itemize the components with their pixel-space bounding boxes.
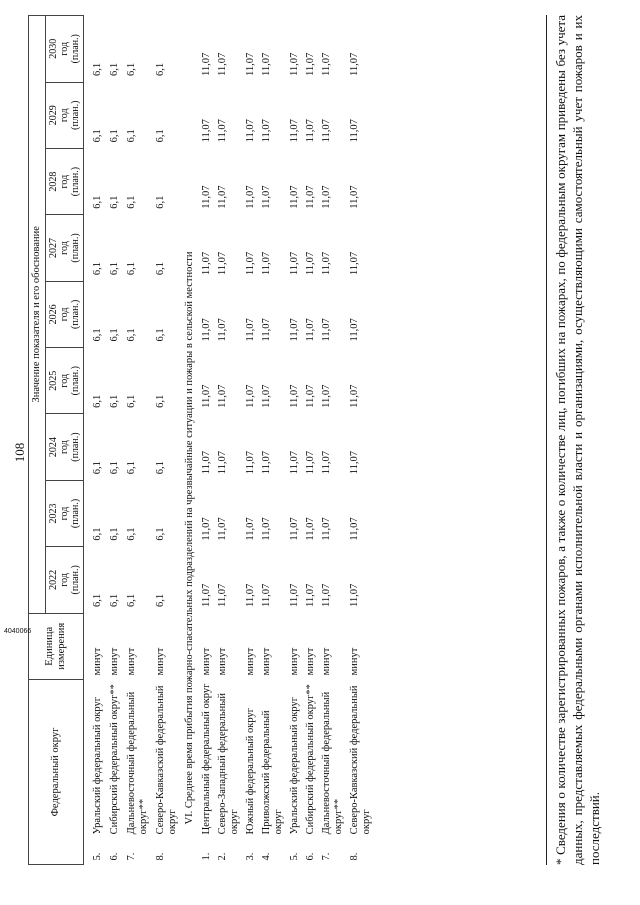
- value-cell: 11,07: [200, 119, 212, 143]
- district-name: Северо-Западный федеральный округ: [216, 693, 240, 835]
- value-cell: 11,07: [200, 52, 212, 77]
- header-year-part: год: [59, 440, 71, 454]
- value-cell: 11,07: [260, 52, 272, 77]
- section-title: VI. Среднее время прибытия пожарно-спасательных подразделений на чрезвычайные ситуации и пожары в сельской местности: [184, 251, 196, 825]
- header-year-2023: [46, 480, 84, 546]
- value-cell: 6,1: [126, 328, 138, 342]
- value-cell: 11,07: [321, 517, 332, 541]
- value-cell: 6,1: [155, 62, 167, 77]
- value-cell: 11,07: [244, 517, 256, 541]
- row-number: 2.: [216, 852, 228, 861]
- value-cell: 6,1: [126, 527, 138, 541]
- value-cell: 6,1: [92, 62, 104, 77]
- value-cell: 6,1: [155, 129, 167, 143]
- header-year-2030: [46, 16, 84, 83]
- value-cell: 11,07: [244, 451, 256, 475]
- header-year-part: (план.): [70, 366, 82, 396]
- value-cell: 11,07: [321, 583, 332, 608]
- value-cell: 11,07: [288, 251, 300, 276]
- value-cell: 6,1: [126, 394, 138, 408]
- value-cell: 6,1: [155, 461, 167, 475]
- header-year-part: 2022: [48, 569, 60, 590]
- header-year-2029: [46, 82, 84, 148]
- unit-cell: минут: [244, 647, 256, 676]
- header-year-part: (план.): [70, 233, 82, 263]
- district-name: Сибирский федеральный округ**: [109, 684, 121, 835]
- unit-cell: минут: [260, 647, 272, 676]
- table-header: [29, 16, 84, 865]
- header-year-2024: [46, 414, 84, 480]
- table-row: [123, 16, 152, 865]
- value-cell: 11,07: [200, 185, 212, 209]
- header-year-part: 2024: [48, 437, 60, 458]
- value-cell: 11,07: [244, 384, 256, 408]
- header-year-2022: [46, 547, 84, 613]
- header-district: Федеральный округ: [29, 679, 84, 864]
- value-cell: 11,07: [304, 517, 316, 541]
- value-cell: 11,07: [304, 251, 316, 276]
- table-body: [84, 16, 376, 865]
- table-row: [259, 16, 287, 865]
- value-cell: 6,1: [155, 527, 167, 541]
- header-year-part: (план.): [70, 565, 82, 595]
- table-row: [347, 16, 375, 865]
- value-cell: 6,1: [109, 527, 121, 541]
- value-cell: 11,07: [216, 251, 228, 276]
- value-cell: 11,07: [260, 583, 272, 608]
- row-number: 4.: [260, 852, 272, 861]
- table-row: [106, 16, 123, 865]
- row-number: 7.: [321, 852, 332, 861]
- value-cell: 11,07: [216, 583, 228, 608]
- value-cell: 11,07: [349, 52, 361, 77]
- header-year-2027: [46, 215, 84, 281]
- value-cell: 11,07: [216, 119, 228, 143]
- header-year-part: (план.): [70, 432, 82, 462]
- value-cell: 6,1: [155, 394, 167, 408]
- row-number: 6.: [304, 852, 316, 861]
- value-cell: 11,07: [244, 318, 256, 342]
- table-row: [319, 16, 347, 865]
- value-cell: 11,07: [244, 52, 256, 77]
- value-cell: 11,07: [244, 251, 256, 276]
- value-cell: 6,1: [109, 394, 121, 408]
- value-cell: 6,1: [109, 328, 121, 342]
- unit-cell: минут: [155, 647, 167, 676]
- value-cell: 11,07: [288, 119, 300, 143]
- row-number: 6.: [109, 852, 121, 861]
- value-cell: 11,07: [216, 517, 228, 541]
- value-cell: 11,07: [216, 185, 228, 209]
- value-cell: 11,07: [304, 451, 316, 475]
- value-cell: 11,07: [349, 583, 361, 608]
- table-row: [303, 16, 319, 865]
- value-cell: 11,07: [304, 185, 316, 209]
- value-cell: 11,07: [288, 185, 300, 209]
- value-cell: 11,07: [288, 517, 300, 541]
- value-cell: 11,07: [349, 318, 361, 342]
- header-year-part: год: [59, 573, 71, 587]
- value-cell: 11,07: [304, 52, 316, 77]
- header-year-part: год: [59, 241, 71, 255]
- value-cell: 11,07: [260, 451, 272, 475]
- value-cell: 11,07: [321, 119, 332, 143]
- district-name: Северо-Кавказский федеральный округ: [349, 685, 373, 835]
- table-row: [287, 16, 303, 865]
- district-name: Дальневосточный федеральный округ**: [126, 691, 150, 835]
- value-cell: 11,07: [304, 384, 316, 408]
- value-cell: 11,07: [288, 52, 300, 77]
- unit-cell: минут: [304, 647, 316, 676]
- footnote: * Сведения о количестве зарегистрированных пожаров, а также о количестве лиц, погибших на пожарах, по федеральным округам приведены без учета данных, представляемых федеральными органами исполнительной власти и организациями, осуществляющими самостоятельный учет пожаров и их последствий.: [546, 15, 604, 865]
- value-cell: 6,1: [155, 328, 167, 342]
- value-cell: 11,07: [304, 318, 316, 342]
- district-name: Южный федеральный округ: [244, 707, 256, 835]
- header-year-part: 2030: [48, 38, 60, 59]
- value-cell: 6,1: [92, 129, 104, 143]
- value-cell: 11,07: [304, 583, 316, 608]
- header-year-part: (план.): [70, 166, 82, 197]
- header-year-part: год: [59, 373, 71, 388]
- value-cell: 6,1: [155, 593, 167, 608]
- value-cell: 11,07: [200, 451, 212, 475]
- value-cell: 6,1: [155, 195, 167, 209]
- header-year-2028: [46, 148, 84, 214]
- value-cell: 11,07: [349, 119, 361, 143]
- header-year-2026: [46, 281, 84, 347]
- header-year-part: год: [59, 506, 71, 521]
- value-cell: 6,1: [126, 195, 138, 209]
- header-year-2025: [46, 348, 84, 414]
- district-name: Приволжский федеральный округ: [260, 710, 284, 835]
- value-cell: 6,1: [109, 195, 121, 209]
- value-cell: 6,1: [92, 394, 104, 408]
- value-cell: 11,07: [321, 185, 332, 209]
- value-cell: 11,07: [288, 451, 300, 475]
- value-cell: 6,1: [109, 593, 121, 608]
- value-cell: 6,1: [155, 262, 167, 276]
- unit-cell: минут: [200, 647, 212, 676]
- value-cell: 6,1: [109, 262, 121, 276]
- value-cell: 6,1: [126, 593, 138, 608]
- value-cell: 11,07: [304, 119, 316, 143]
- header-year-part: 2026: [48, 304, 60, 325]
- unit-cell: минут: [126, 647, 138, 676]
- value-cell: 6,1: [126, 262, 138, 276]
- page-number: 108: [12, 442, 27, 463]
- unit-cell: минут: [92, 647, 104, 676]
- header-year-part: год: [59, 307, 71, 322]
- value-cell: 11,07: [288, 583, 300, 608]
- district-name: Дальневосточный федеральный округ**: [321, 691, 345, 835]
- header-year-part: год: [59, 41, 71, 56]
- value-cell: 11,07: [321, 318, 332, 342]
- header-year-part: 2028: [48, 171, 60, 192]
- value-cell: 11,07: [349, 384, 361, 408]
- indicator-table: [28, 15, 375, 865]
- header-year-part: 2025: [48, 370, 60, 391]
- unit-cell: минут: [216, 647, 228, 676]
- value-cell: 6,1: [126, 461, 138, 475]
- value-cell: 11,07: [260, 251, 272, 276]
- value-cell: 6,1: [109, 62, 121, 77]
- value-cell: 6,1: [92, 461, 104, 475]
- value-cell: 6,1: [109, 129, 121, 143]
- value-cell: 11,07: [216, 52, 228, 77]
- header-year-part: год: [59, 174, 71, 189]
- district-name: Уральский федеральный округ: [92, 696, 104, 835]
- header-year-part: 2029: [48, 105, 60, 126]
- value-cell: 11,07: [216, 451, 228, 475]
- value-cell: 11,07: [321, 52, 332, 77]
- value-cell: 11,07: [260, 318, 272, 342]
- value-cell: 11,07: [260, 384, 272, 408]
- row-number: 8.: [349, 852, 361, 861]
- table-row: [243, 16, 259, 865]
- value-cell: 11,07: [216, 384, 228, 408]
- row-number: 5.: [288, 852, 300, 861]
- row-number: 8.: [155, 852, 167, 861]
- row-number: 3.: [244, 852, 256, 861]
- header-year-part: 2027: [48, 237, 60, 258]
- table-row: [152, 16, 181, 865]
- value-cell: 6,1: [92, 262, 104, 276]
- value-cell: 11,07: [321, 384, 332, 408]
- value-cell: 11,07: [349, 451, 361, 475]
- value-cell: 11,07: [349, 251, 361, 276]
- district-name: Центральный федеральный округ: [200, 683, 212, 835]
- value-cell: 6,1: [92, 195, 104, 209]
- value-cell: 6,1: [92, 593, 104, 608]
- header-year-part: (план.): [70, 299, 82, 330]
- value-cell: 6,1: [92, 527, 104, 541]
- district-name: Уральский федеральный округ: [288, 696, 300, 835]
- unit-cell: минут: [321, 647, 332, 676]
- value-cell: 11,07: [216, 318, 228, 342]
- header-year-part: год: [59, 108, 71, 123]
- value-cell: 11,07: [349, 517, 361, 541]
- header-year-part: (план.): [70, 498, 82, 529]
- table-row: [215, 16, 243, 865]
- value-cell: 11,07: [288, 384, 300, 408]
- value-cell: 11,07: [349, 185, 361, 209]
- unit-cell: минут: [349, 647, 361, 676]
- header-year-part: 2023: [48, 503, 60, 524]
- table-row: [199, 16, 215, 865]
- value-cell: 6,1: [126, 129, 138, 143]
- row-number: 5.: [92, 852, 104, 861]
- margin-code: 4040066: [4, 628, 32, 635]
- value-cell: 6,1: [126, 62, 138, 77]
- table-row: [84, 16, 107, 865]
- unit-cell: минут: [109, 647, 121, 676]
- value-cell: 11,07: [200, 384, 212, 408]
- section-row: [181, 16, 198, 865]
- value-cell: 11,07: [321, 451, 332, 475]
- value-cell: 11,07: [244, 583, 256, 608]
- value-cell: 11,07: [244, 119, 256, 143]
- unit-cell: минут: [288, 647, 300, 676]
- header-year-part: (план.): [70, 34, 82, 64]
- district-name: Сибирский федеральный округ**: [304, 684, 316, 835]
- district-name: Северо-Кавказский федеральный округ: [155, 685, 179, 835]
- value-cell: 11,07: [200, 517, 212, 541]
- value-cell: 11,07: [200, 251, 212, 276]
- value-cell: 11,07: [260, 119, 272, 143]
- value-cell: 11,07: [321, 251, 332, 276]
- value-cell: 11,07: [200, 318, 212, 342]
- value-cell: 11,07: [260, 517, 272, 541]
- row-number: 1.: [200, 852, 212, 861]
- row-number: 7.: [126, 852, 138, 861]
- header-unit: Единица измерения: [29, 613, 84, 679]
- value-cell: 11,07: [244, 185, 256, 209]
- value-cell: 11,07: [288, 318, 300, 342]
- header-values: Значение показателя и его обоснование: [29, 16, 46, 614]
- header-year-part: (план.): [70, 100, 82, 130]
- value-cell: 6,1: [92, 328, 104, 342]
- value-cell: 11,07: [260, 185, 272, 209]
- value-cell: 6,1: [109, 461, 121, 475]
- value-cell: 11,07: [200, 583, 212, 608]
